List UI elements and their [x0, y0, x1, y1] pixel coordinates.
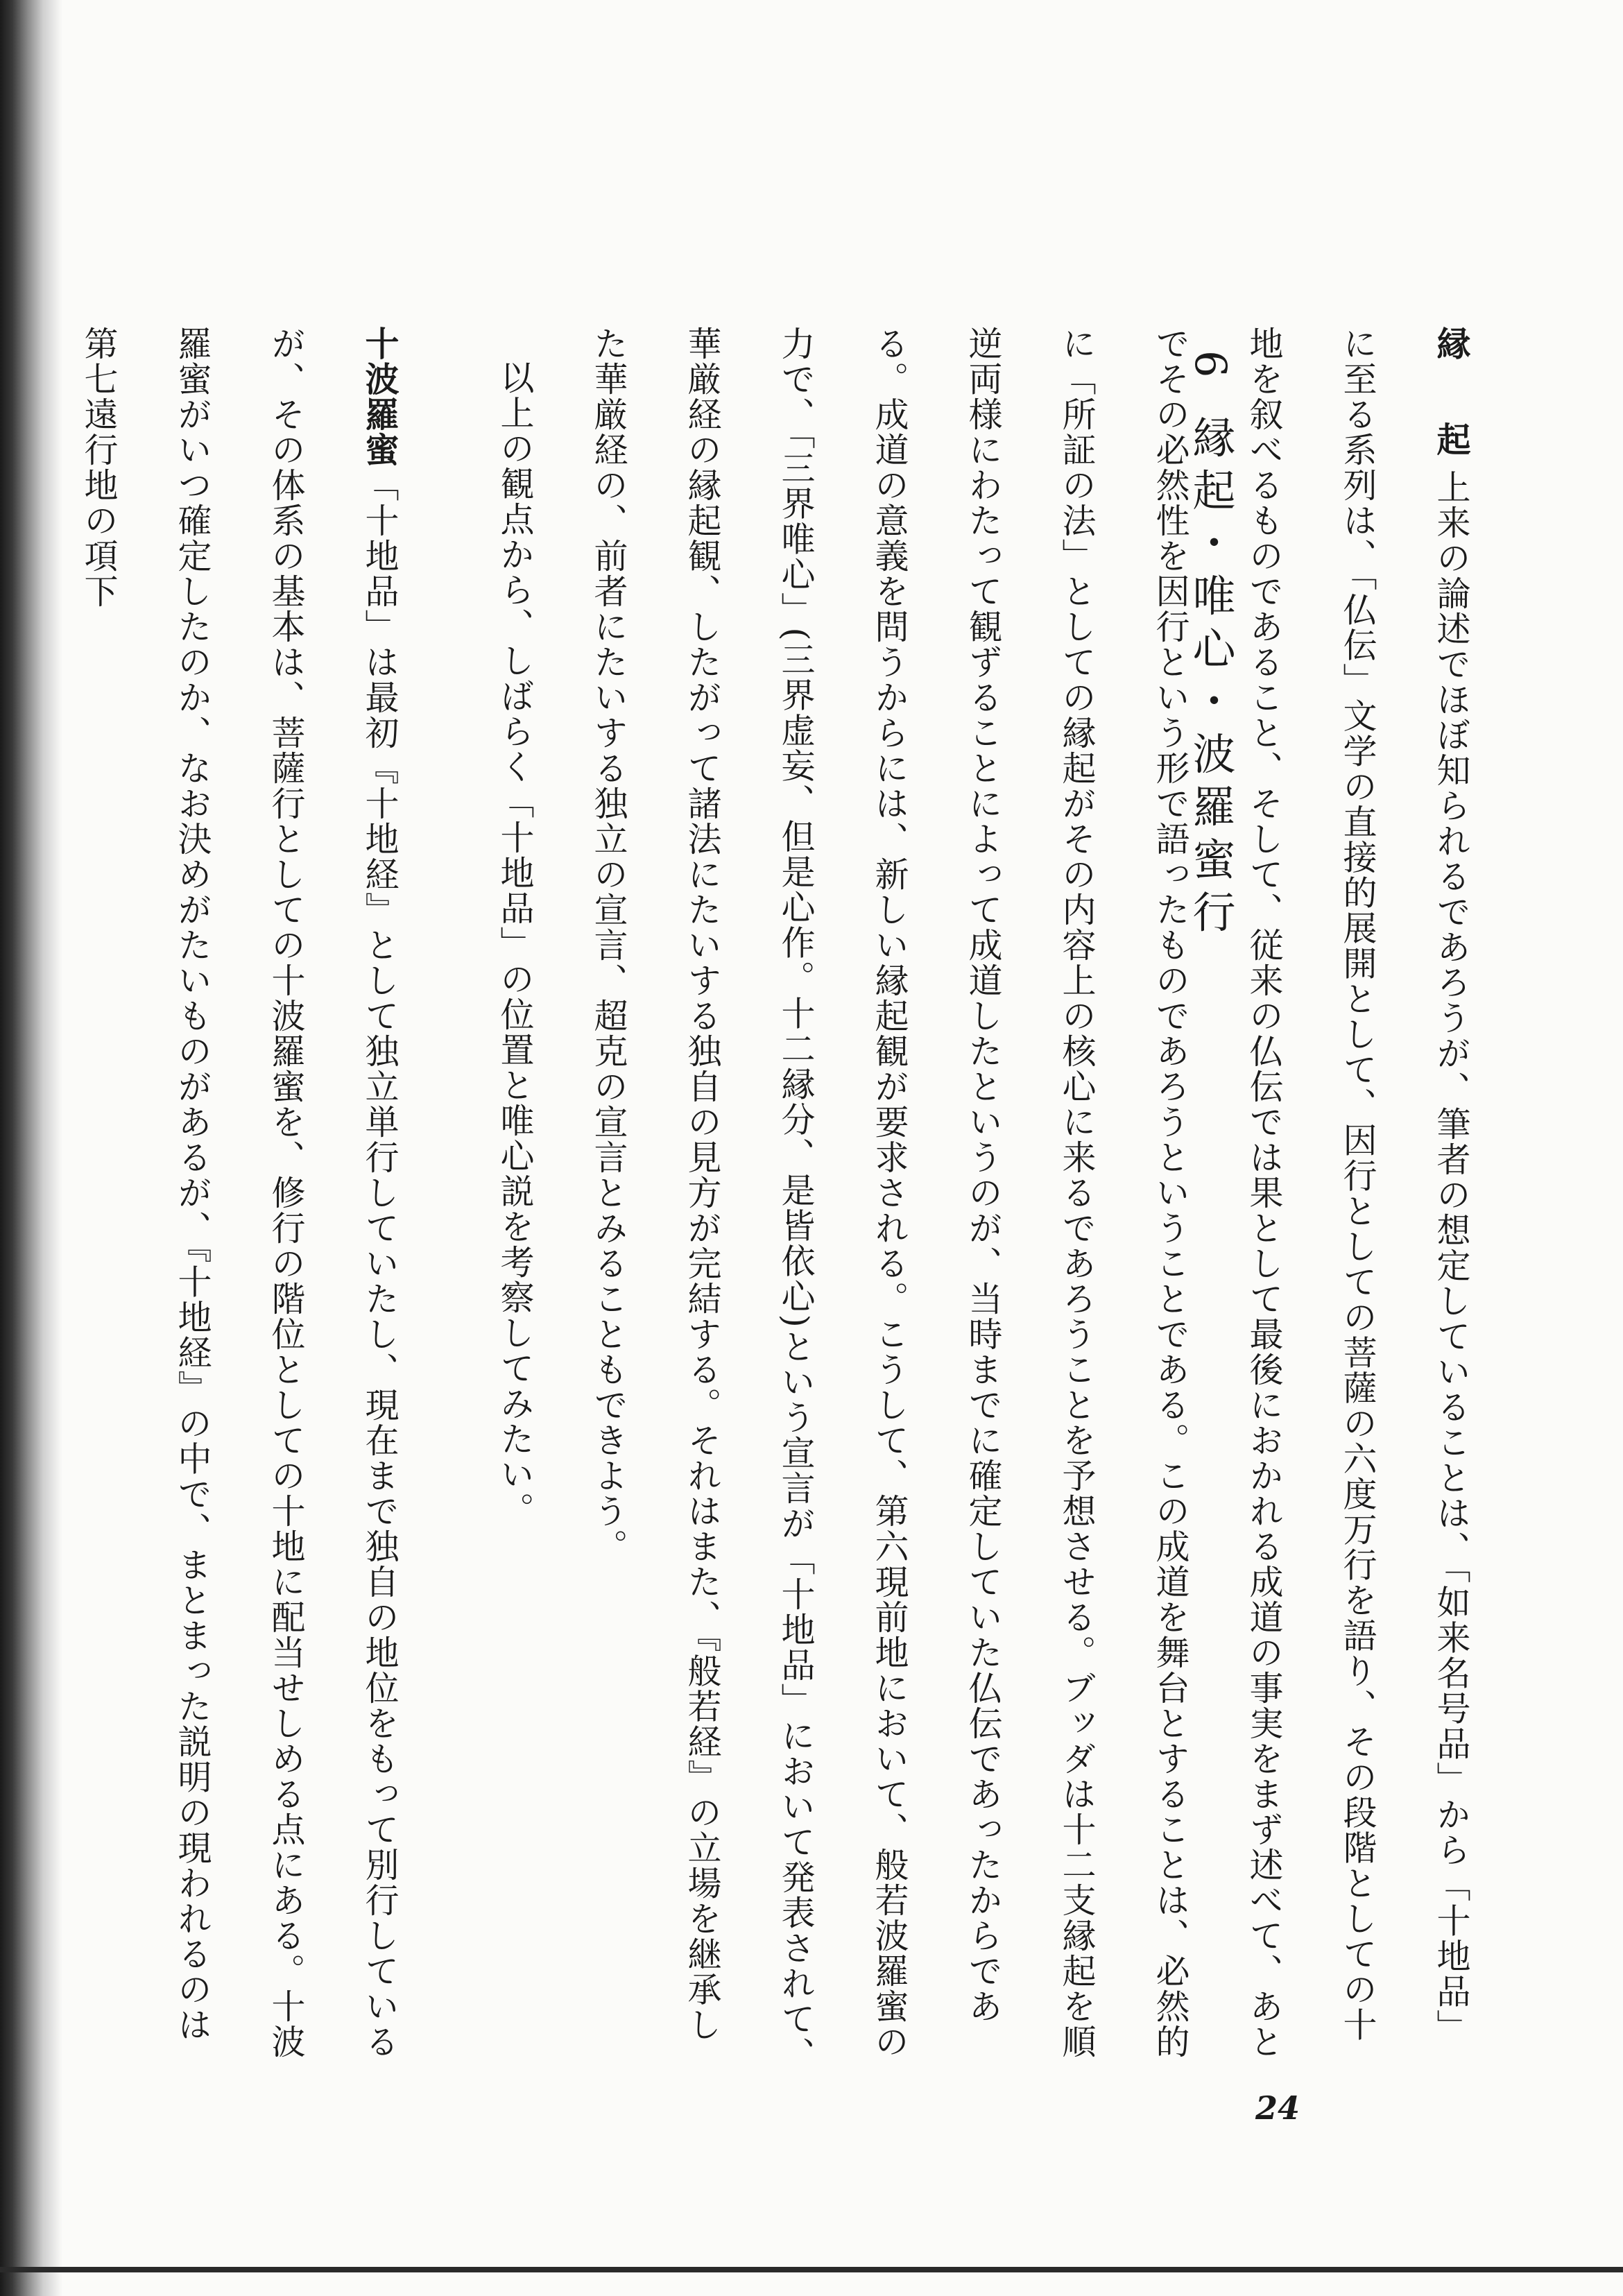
- paragraph-text: 「十地品」は最初『十地経』として独立単行していたし、現在まで独自の地位をもって別行しているが、その体系の基本は、菩薩行としての十波羅蜜を、修行の階位としての十地に配当せしめる点にある。十波羅蜜がいつ確定したのか、なお決めがたいものがあるが、『十地経』の中で、まとまった説明の現われるのは第七遠行地の項下: [79, 326, 400, 2059]
- section-paramita-paragraph-1: [52, 326, 427, 2074]
- page-number: 24: [1255, 2089, 1300, 2127]
- section-engi-paragraph-1: [562, 326, 1498, 2074]
- chapter-number: 6: [1185, 350, 1236, 388]
- paragraph-text: 上来の論述でほぼ知られるであろうが、筆者の想定していることは、「如来名号品」から「十地品」に至る系列は、「仏伝」文学の直接的展開として、因行としての菩薩の六度万行を語り、その段階としての十地を叙べるものであること、そして、従来の仏伝では果として最後におかれる成道の事実をまず述べて、あとでその必然性を因行という形で語ったものであろうということである。この成道を舞台とすることは、必然的に「所証の法」としての縁起がその内容上の核心に来るであろうことを予想させる。ブッダは十二支縁起を順逆両様にわたって観ずることによって成道したというのが、当時までに確定していた仏伝であったからである。成道の意義を問うからには、新しい縁起観が要求される。こうして、第六現前地において、般若波羅蜜の力で、「三界唯心」(三界虚妄、但是心作。十二縁分、是皆依心)という宣言が「十地品」において発表されて、華厳経の縁起観、したがって諸法にたいする独自の見方が完結する。それはまた、『般若経』の立場を継承した華厳経の、前者にたいする独立の宣言、超克の宣言とみることもできよう。: [589, 326, 1471, 2072]
- section-heading-paramita: 十波羅蜜: [360, 326, 400, 468]
- section-heading-engi: 縁 起: [1432, 326, 1471, 470]
- chapter-title: 縁起・唯心・波羅蜜行: [1185, 415, 1236, 943]
- body-text: [79, 326, 1498, 2074]
- bottom-edge-rule: [0, 2267, 1623, 2272]
- section-engi-paragraph-2: 以上の観点から、しばらく「十地品」の位置と唯心説を考察してみたい。: [495, 360, 535, 1527]
